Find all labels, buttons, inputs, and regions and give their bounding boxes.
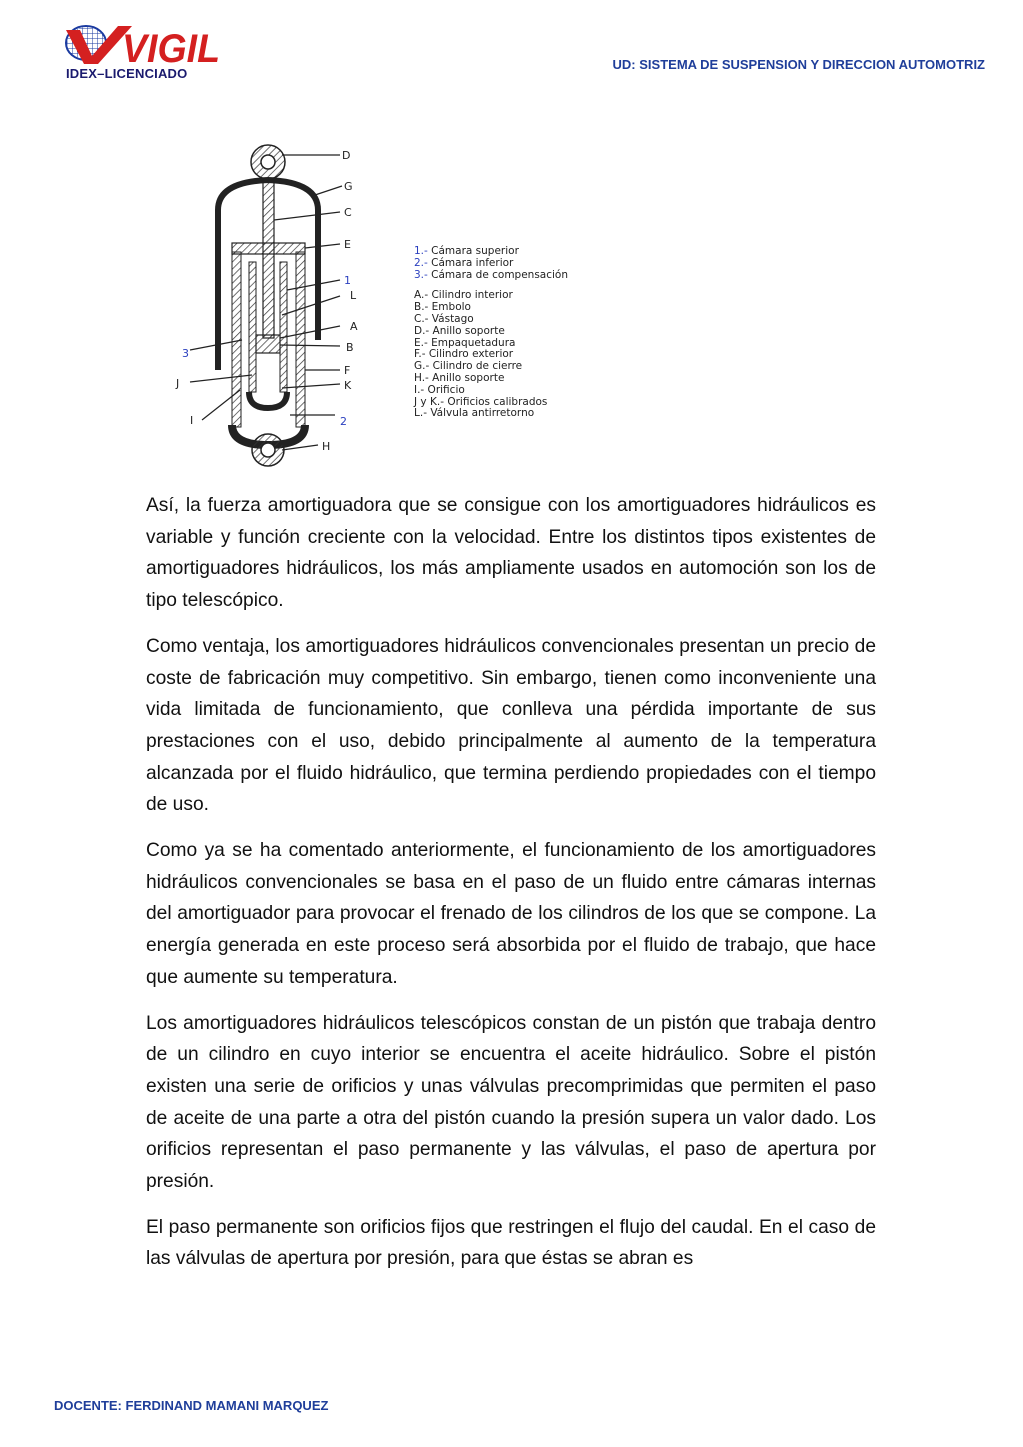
legend-part-g: G.- Cilindro de cierre [414,360,523,373]
callout-1: 1 [344,274,351,287]
legend-chamber-1: 1.- Cámara superior [414,245,519,257]
callout-a: A [350,320,358,333]
paragraph: El paso permanente son orificios fijos que restringen el flujo del caudal. En el caso de las válvulas de apertura por presión, para que éstas se abran es [146,1216,876,1270]
unit-title: UD: SISTEMA DE SUSPENSION Y DIRECCION AUTOMOTRIZ [612,57,985,72]
callout-c: C [344,206,352,219]
callout-h: H [322,440,331,453]
footer-teacher: DOCENTE: FERDINAND MAMANI MARQUEZ [54,1398,329,1413]
callout-l: L [350,289,357,302]
legend-part-c: C.- Vástago [414,312,474,325]
legend-part-a: A.- Cilindro interior [414,289,513,302]
legend-chamber-3: 3.- Cámara de compensación [414,268,569,281]
callout-g: G [344,180,353,193]
paragraph: Como ya se ha comentado anteriormente, el funcionamiento de los amortiguadores hidráulicos convencionales se basa en el paso de un fluido entre cámaras internas del amortiguador para provocar el frenado de los cilindros de los que se compone. La energía generada en este proceso será absorbida por el fluido de trabajo, que hace que aumente su temperatura. [146,840,876,988]
callout-k: K [344,379,352,392]
callout-2: 2 [340,415,347,428]
callout-b: B [346,341,354,354]
globe-logo-icon [62,18,232,70]
legend-part-h: H.- Anillo soporte [414,371,505,384]
legend-part-e: E.- Empaquetadura [414,336,516,349]
legend-chamber-2: 2.- Cámara inferior [414,256,514,269]
callout-3: 3 [182,347,189,360]
shock-absorber-diagram [170,140,370,475]
legend-part-f: F.- Cilindro exterior [414,348,514,361]
paragraph: Así, la fuerza amortiguadora que se consigue con los amortiguadores hidráulicos es variable y función creciente con la velocidad. Entre los distintos tipos existentes de amortiguadores hidráulicos, los más ampliamente usados en automoción son los de tipo telescópico. [146,495,876,612]
document-body [146,490,876,1289]
legend-part-d: D.- Anillo soporte [414,324,505,337]
callout-i: I [190,414,194,427]
logo-wordmark: VIGIL [122,27,220,70]
paragraph: Los amortiguadores hidráulicos telescópicos constan de un pistón que trabaja dentro de un cilindro en cuyo interior se encuentra el aceite hidráulico. Sobre el pistón existen una serie de orificios y unas válvulas precomprimidas que permiten el paso de aceite de una parte a otra del pistón cuando la presión supera un valor dado. Los orificios representan el paso permanente y las válvulas, el paso de apertura por presión. [146,1012,876,1193]
legend-part-l: L.- Válvula antirretorno [414,407,535,420]
callout-d: D [342,149,351,162]
figure-legend [414,246,568,420]
callout-e: E [344,238,351,251]
legend-part-i: I.- Orificio [414,383,465,396]
callout-f: F [344,364,351,377]
callout-j: J [176,377,180,390]
legend-part-jk: J y K.- Orificios calibrados [414,395,548,408]
logo-subtitle: IDEX–LICENCIADO [66,66,188,81]
legend-part-b: B.- Embolo [414,301,471,314]
paragraph: Como ventaja, los amortiguadores hidráulicos convencionales presentan un precio de coste de fabricación muy competitivo. Sin embargo, tienen como inconveniente una vida limitada de funcionamiento, que conlleva una pérdida importante de sus prestaciones con el uso, debido principalmente al aumento de la temperatura alcanzada por el fluido hidráulico, que termina perdiendo propiedades con el tiempo de uso. [146,635,876,816]
